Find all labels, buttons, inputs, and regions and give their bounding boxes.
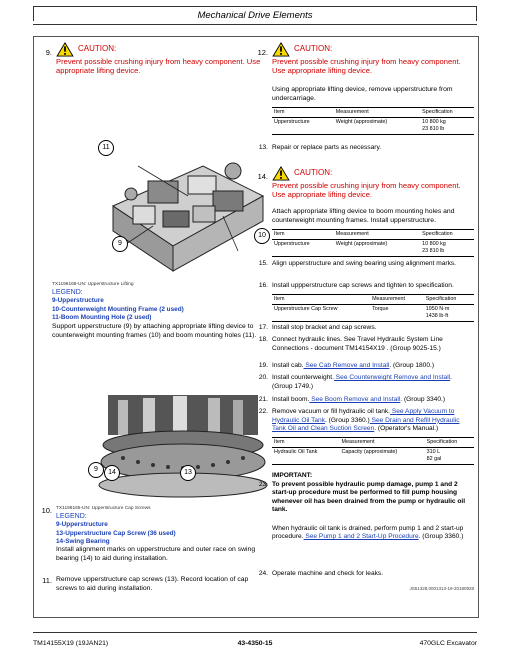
warning-triangle-icon: [56, 42, 74, 57]
table-header: Item: [272, 107, 334, 117]
caution-label: CAUTION:: [294, 168, 333, 178]
step-text-pre: Install counterweight.: [272, 374, 334, 381]
legend-item: 11-Boom Mounting Hole (2 used): [52, 313, 152, 321]
step-14: [254, 166, 474, 257]
table-cell: [420, 239, 474, 256]
table-header: Measurement: [340, 437, 425, 447]
callout-11: 11: [98, 140, 114, 156]
step-13: [254, 144, 474, 153]
step-number: 23.: [258, 480, 268, 488]
step-text: Repair or replace parts as necessary.: [272, 144, 382, 151]
step-18: [254, 336, 474, 353]
step-number: 22.: [258, 408, 268, 415]
spec-value-metric: 1950 N·m: [425, 305, 450, 312]
table-row: [272, 239, 474, 256]
legend-heading: LEGEND:: [56, 513, 87, 521]
important-label: IMPORTANT:: [272, 472, 313, 479]
step-text-pre: When hydraulic oil tank is drained, perform pump 1 and 2 start-up procedure.: [272, 524, 464, 541]
step-number: 18.: [258, 336, 268, 343]
step-text-post: . (Group 3340.): [400, 396, 446, 403]
warning-triangle-icon: [272, 42, 290, 57]
spec-value-imperial: 23 810 lb: [422, 247, 445, 254]
step-text-pre: Remove vacuum or fill hydraulic oil tank.: [272, 408, 391, 415]
spec-value-imperial: 82 gal: [426, 455, 442, 462]
apply-vacuum-link[interactable]: See Apply Vacuum to Hydraulic Oil Tank: [272, 408, 455, 424]
callout-13: 13: [180, 465, 196, 481]
upperstructure-lifting-figure: [93, 136, 268, 291]
table-cell: Upperstructure: [272, 239, 334, 256]
callout-9: 9: [112, 236, 128, 252]
spec-table: [272, 107, 474, 135]
drain-refill-hydraulic-tank-link[interactable]: See Drain and Refill Hydraulic Tank Oil and Clean Suction Screen: [272, 416, 460, 433]
step-text: Connect hydraulic lines. See Travel Hydraulic System Line Connections - document TM14154X19 . (Group 9025-15.): [272, 336, 443, 352]
step-12: [254, 42, 474, 135]
footer-model: 470GLC Excavator: [419, 640, 477, 647]
step-number: 9.: [45, 48, 52, 57]
caution-heading: [272, 42, 474, 57]
step-text: [272, 525, 474, 542]
step-number: 21.: [258, 396, 268, 403]
step-number: 11.: [42, 576, 52, 585]
step-text: [272, 408, 474, 434]
step-22: [254, 408, 474, 465]
boom-remove-install-link[interactable]: See Boom Remove and Install: [309, 396, 401, 403]
step-text-post: . (Group 3360.): [418, 533, 464, 541]
step-text-post: . (Group 1749.): [272, 374, 452, 390]
caution-text: Prevent possible crushing injury from heavy component. Use appropriate lifting device.: [272, 181, 461, 200]
table-header: Specification: [424, 294, 474, 304]
step-17: [254, 324, 474, 333]
step-text: Align upperstructure and swing bearing using alignment marks.: [272, 260, 456, 267]
step-20: [254, 374, 474, 391]
callout-14: 14: [104, 465, 120, 481]
table-row: [272, 117, 474, 134]
table-header: Item: [272, 229, 334, 239]
table-cell: Weight (approximate): [334, 239, 420, 256]
table-cell: Upperstructure: [272, 117, 334, 134]
legend-item: 14-Swing Bearing: [56, 537, 110, 545]
step-text-post: . (Operator's Manual.): [374, 425, 439, 433]
step-15: [254, 260, 474, 269]
step-number: 17.: [258, 324, 268, 331]
step-number: 15.: [258, 260, 268, 267]
spec-value-metric: 10 800 kg: [422, 240, 446, 247]
legend-item: 10-Counterweight Mounting Frame (2 used): [52, 305, 184, 313]
caution-label: CAUTION:: [294, 44, 333, 54]
table-cell: Hydraulic Oil Tank: [272, 447, 340, 464]
step-11: [38, 576, 268, 594]
page-header-title: Mechanical Drive Elements: [197, 10, 313, 21]
table-row: [272, 304, 474, 321]
step-text: [272, 374, 474, 391]
step-text-pre: Install cab.: [272, 362, 304, 369]
caution-heading: [272, 166, 474, 181]
step-number: 19.: [258, 362, 268, 369]
step-24: [254, 570, 474, 579]
step-number: 14.: [257, 172, 268, 181]
spec-table: [272, 229, 474, 257]
step-number: 16.: [258, 282, 268, 289]
table-cell: [424, 304, 474, 321]
footer-rule: [33, 632, 477, 633]
step-text: Install stop bracket and cap screws.: [272, 324, 377, 331]
step-number: 10.: [41, 506, 52, 515]
step-number: 20.: [258, 374, 268, 381]
step-text-post: . (Group 1800.): [389, 362, 435, 369]
table-header: Measurement: [334, 107, 420, 117]
table-cell: [420, 117, 474, 134]
step-text-pre: Install boom.: [272, 396, 310, 403]
header-rule: [33, 24, 477, 25]
footer-page-number: 43-4350-15: [237, 640, 273, 647]
spec-value-metric: 310 L: [426, 448, 441, 455]
step-body: Using appropriate lifting device, remove upperstructure from undercarriage.: [272, 85, 453, 102]
step-23: [254, 472, 474, 542]
step-9: [38, 42, 268, 76]
spec-table: [272, 437, 474, 465]
table-header: Item: [272, 437, 340, 447]
spec-table: [272, 294, 474, 322]
step-16: [254, 282, 474, 322]
caution-text: Prevent possible crushing injury from heavy component. Use appropriate lifting device.: [56, 57, 261, 76]
table-cell: Upperstructure Cap Screw: [272, 304, 370, 321]
pump-startup-procedure-link[interactable]: See Pump 1 and 2 Start-Up Procedure: [303, 533, 419, 541]
document-id: JS51328,0001313-19-20180928: [409, 586, 474, 591]
callout-10: 10: [254, 228, 270, 244]
table-cell: Capacity (approximate): [340, 447, 425, 464]
step-19: [254, 362, 474, 371]
legend-item: 9-Upperstructure: [52, 297, 104, 305]
step-body: Attach appropriate lifting device to boom mounting holes and counterweight mounting frames. Install upperstructure.: [272, 207, 455, 224]
table-header: Specification: [425, 437, 474, 447]
legend-item: 9-Upperstructure: [56, 521, 108, 529]
step-text-mid: . (Group 3360.): [325, 416, 370, 424]
step-number: 13.: [258, 144, 268, 151]
caution-heading: [56, 42, 268, 57]
table-header: Specification: [420, 229, 474, 239]
step-number: 12.: [257, 48, 268, 57]
table-cell: [425, 447, 474, 464]
figure-1-caption-block: [52, 282, 268, 341]
caution-label: CAUTION:: [78, 44, 117, 54]
table-header: Measurement: [370, 294, 424, 304]
step-text: [272, 396, 474, 405]
table-header: Item: [272, 294, 370, 304]
step-text: Operate machine and check for leaks.: [272, 570, 384, 577]
table-row: [272, 447, 474, 464]
spec-value-imperial: 1438 lb·ft: [425, 312, 449, 319]
caution-text: Prevent possible crushing injury from heavy component. Use appropriate lifting device.: [272, 57, 461, 76]
spec-value-imperial: 23 810 lb: [422, 125, 445, 132]
table-cell: Torque: [370, 304, 424, 321]
step-text: Remove upperstructure cap screws (13). Record location of cap screws to aid during installation.: [56, 576, 249, 592]
table-cell: Weight (approximate): [334, 117, 420, 134]
footer-manual-id: TM14155X19 (19JAN21): [33, 640, 109, 647]
legend-item: 13-Upperstructure Cap Screw (36 used): [56, 529, 176, 537]
callout-9: 9: [88, 462, 104, 478]
table-header: Specification: [420, 107, 474, 117]
important-text: To prevent possible hydraulic pump damage, pump 1 and 2 start-up procedure must be performed to fill pump housing whenever oil has been drained from the pump or hydraulic oil tank.: [272, 480, 466, 514]
step-body: Install alignment marks on upperstructure and outer race on swing bearing (14) to aid during installation.: [56, 546, 256, 563]
warning-triangle-icon: [272, 166, 290, 181]
cab-remove-install-link[interactable]: See Cab Remove and Install: [303, 362, 390, 369]
step-10: [38, 506, 268, 564]
legend-heading: LEGEND:: [52, 289, 83, 297]
figure-caption: TX1196168-UN: Upperstructure Lifting: [52, 282, 134, 287]
step-21: [254, 396, 474, 405]
step-text: [272, 362, 474, 371]
upperstructure-cap-screws-figure: [98, 390, 268, 500]
spec-value-metric: 10 800 kg: [422, 118, 446, 125]
step-body: Support upperstructure (9) by attaching appropriate lifting device to counterweight mounting frames (10) and boom mounting holes (11).: [52, 323, 257, 340]
counterweight-remove-install-link[interactable]: See Counterweight Remove and Install: [333, 374, 451, 381]
table-header: Measurement: [334, 229, 420, 239]
figure-caption: TX1196165-UN: Upperstructure Cap Screws: [56, 506, 151, 511]
step-text: Install uppperstructure cap screws and tighten to specification.: [272, 282, 454, 289]
step-number: 24.: [258, 570, 268, 577]
